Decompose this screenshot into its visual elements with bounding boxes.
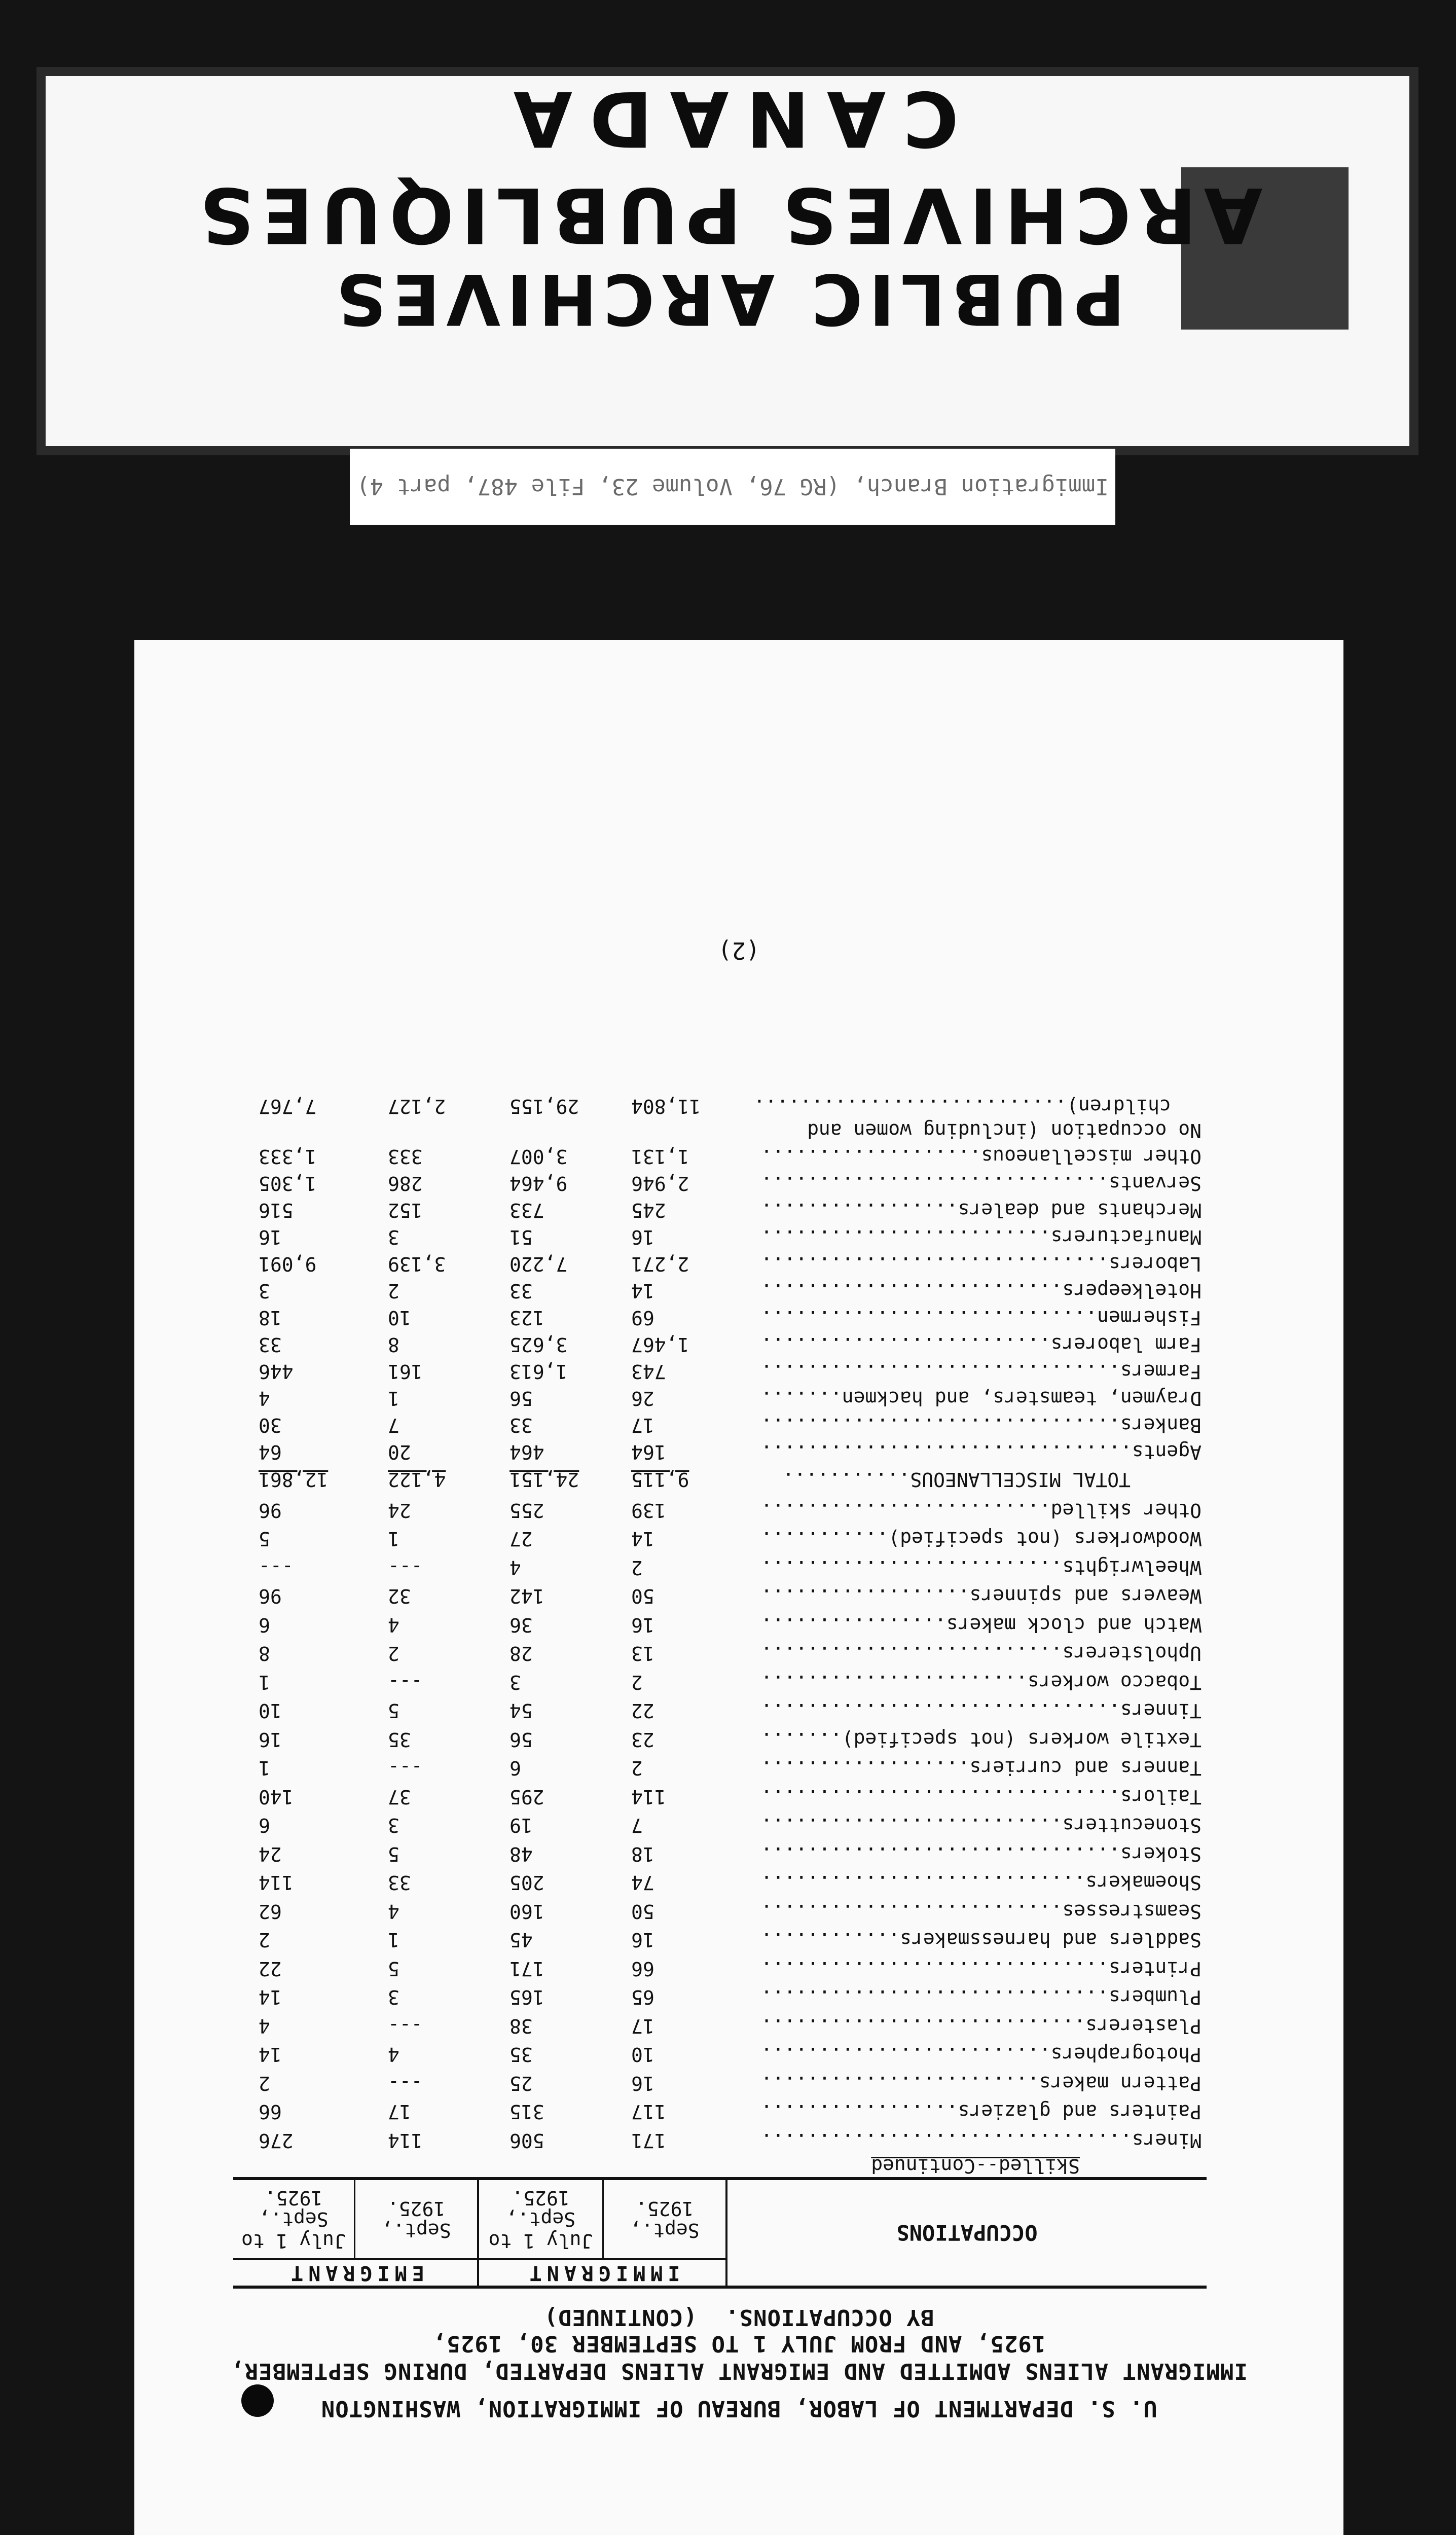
value-emi-july: 5 xyxy=(259,1528,270,1550)
value-emi-sept: --- xyxy=(388,1757,423,1780)
value-emi-july: 16 xyxy=(259,1226,282,1248)
emigrant-sept-header: Sept., 1925. xyxy=(354,2180,477,2258)
row-label: Merchants and dealers................. xyxy=(760,1199,1202,1221)
row-label: Pattern makers........................ xyxy=(760,2072,1202,2094)
value-imm-july: 19 xyxy=(509,1814,533,1837)
value-emi-july: 9,091 xyxy=(259,1253,317,1275)
row-label: Watch and clock makers................ xyxy=(760,1614,1202,1636)
value-emi-july: 64 xyxy=(259,1441,282,1463)
value-emi-july: 114 xyxy=(259,1871,294,1894)
row-label: Printers.............................. xyxy=(760,1958,1202,1980)
table-row xyxy=(223,1870,1202,1894)
value-emi-july: 22 xyxy=(259,1958,282,1980)
value-emi-sept: 3 xyxy=(388,1226,399,1248)
row-label: Bankers............................... xyxy=(760,1414,1202,1436)
immigrant-group-header: IMMIGRANT xyxy=(477,2258,725,2286)
value-imm-sept: 2,946 xyxy=(631,1172,689,1194)
value-emi-sept: 5 xyxy=(388,1699,399,1722)
value-emi-july: 4 xyxy=(259,2015,270,2037)
table-row xyxy=(223,1224,1202,1248)
row-label: Laborers.............................. xyxy=(760,1253,1202,1275)
value-imm-july: 205 xyxy=(509,1871,544,1894)
value-emi-sept: --- xyxy=(388,2072,423,2094)
table-row xyxy=(223,1784,1202,1808)
row-label: Shoemakers............................ xyxy=(760,1871,1202,1894)
value-emi-july: 96 xyxy=(259,1499,282,1522)
value-imm-sept: 23 xyxy=(631,1728,654,1751)
value-emi-july: --- xyxy=(259,1556,294,1579)
value-imm-sept: 10 xyxy=(631,2043,654,2066)
value-imm-sept: 16 xyxy=(631,1614,654,1636)
table-row xyxy=(223,1641,1202,1665)
value-emi-sept: 7 xyxy=(388,1414,399,1436)
table-row xyxy=(223,1755,1202,1780)
value-emi-july: 62 xyxy=(259,1900,282,1923)
table-row xyxy=(223,1984,1202,2009)
value-emi-july: 24 xyxy=(259,1843,282,1865)
value-imm-july: 24,151 xyxy=(509,1468,579,1491)
value-emi-sept: 1 xyxy=(388,1528,399,1550)
value-emi-sept: --- xyxy=(388,2015,423,2037)
table-row xyxy=(223,1898,1202,1923)
archive-title-en: PUBLIC ARCHIVES xyxy=(330,258,1125,340)
value-emi-july: 6 xyxy=(259,1814,270,1837)
row-label: Tailors............................... xyxy=(760,1786,1202,1808)
row-label: Stokers............................... xyxy=(760,1843,1202,1865)
report-title-line2: 1925, AND FROM JULY 1 TO SEPTEMBER 30, 1925, xyxy=(432,2331,1046,2357)
value-emi-july: 30 xyxy=(259,1414,282,1436)
value-imm-july: 7,220 xyxy=(509,1253,568,1275)
value-emi-sept: 5 xyxy=(388,1843,399,1865)
value-emi-sept: 3 xyxy=(388,1814,399,1837)
row-label: Woodworkers (not specified)........... xyxy=(760,1528,1202,1550)
table-row xyxy=(223,1554,1202,1579)
value-imm-sept: 2 xyxy=(631,1671,643,1693)
value-emi-july: 140 xyxy=(259,1786,294,1808)
value-emi-sept: 3,139 xyxy=(388,1253,446,1275)
page-number: (2) xyxy=(717,937,760,964)
value-imm-sept: 13 xyxy=(631,1642,654,1665)
value-imm-july: 56 xyxy=(509,1387,533,1409)
row-label: Plasterers............................ xyxy=(760,2015,1202,2037)
row-label: Weavers and spinners.................. xyxy=(760,1585,1202,1608)
immigrant-july-sept-header: July 1 to Sept., 1925. xyxy=(477,2180,602,2258)
value-imm-july: 315 xyxy=(509,2101,544,2123)
value-imm-july: 255 xyxy=(509,1499,544,1522)
reference-slip xyxy=(350,449,1115,525)
value-imm-july: 165 xyxy=(509,1986,544,2009)
table-row xyxy=(223,1612,1202,1636)
table-column-header xyxy=(233,2177,1207,2289)
row-label: Plumbers.............................. xyxy=(760,1986,1202,2009)
table-row xyxy=(223,1170,1202,1194)
value-imm-sept: 743 xyxy=(631,1360,666,1383)
skilled-continued-label: Skilled--Continued xyxy=(871,2155,1080,2177)
row-label: Miners................................ xyxy=(760,2129,1202,2152)
row-label: Manufacturers......................... xyxy=(760,1226,1202,1248)
value-imm-sept: 9,115 xyxy=(631,1468,689,1491)
value-imm-sept: 117 xyxy=(631,2101,666,2123)
table-row xyxy=(223,1726,1202,1751)
row-label: Wheelwrights.......................... xyxy=(760,1556,1202,1579)
value-imm-july: 33 xyxy=(509,1414,533,1436)
report-title-line1: IMMIGRANT ALIENS ADMITTED AND EMIGRANT ALIENS DEPARTED, DURING SEPTEMBER, xyxy=(230,2358,1248,2384)
table-row xyxy=(223,1305,1202,1329)
value-imm-sept: 7 xyxy=(631,1814,643,1837)
archive-header-card xyxy=(46,76,1409,446)
table-row xyxy=(223,1583,1202,1608)
value-imm-july: 33 xyxy=(509,1280,533,1302)
value-emi-sept: 20 xyxy=(388,1441,411,1463)
value-emi-july: 12,861 xyxy=(259,1468,329,1491)
value-emi-july: 10 xyxy=(259,1699,282,1722)
table-row xyxy=(223,1358,1202,1383)
value-emi-july: 16 xyxy=(259,1728,282,1751)
total-miscellaneous-row xyxy=(223,1466,1202,1491)
row-label: Painters and glaziers................. xyxy=(760,2101,1202,2123)
value-imm-july: 56 xyxy=(509,1728,533,1751)
table-row xyxy=(223,1331,1202,1356)
value-imm-sept: 22 xyxy=(631,1699,654,1722)
table-row xyxy=(223,1497,1202,1522)
value-emi-sept: 333 xyxy=(388,1145,423,1168)
value-emi-sept: 2 xyxy=(388,1280,399,1302)
table-row xyxy=(223,1412,1202,1436)
table-row xyxy=(223,1698,1202,1722)
value-imm-sept: 14 xyxy=(631,1280,654,1302)
value-imm-sept: 245 xyxy=(631,1199,666,1221)
archive-title-fr: ARCHIVES PUBLIQUES xyxy=(192,170,1263,259)
table-row xyxy=(223,1955,1202,1980)
value-emi-sept: 286 xyxy=(388,1172,423,1194)
table-row xyxy=(223,2042,1202,2066)
value-imm-july: 35 xyxy=(509,2043,533,2066)
value-imm-july: 733 xyxy=(509,1199,544,1221)
value-emi-sept: --- xyxy=(388,1671,423,1693)
value-imm-july: 27 xyxy=(509,1528,533,1550)
table-row xyxy=(223,1669,1202,1693)
value-emi-july: 2 xyxy=(259,2072,270,2094)
table-row xyxy=(223,1251,1202,1275)
value-imm-sept: 16 xyxy=(631,1929,654,1951)
value-emi-july: 1 xyxy=(259,1757,270,1780)
value-imm-sept: 66 xyxy=(631,1958,654,1980)
row-label: Other miscellaneous................... xyxy=(760,1145,1202,1168)
value-imm-sept: 2,271 xyxy=(631,1253,689,1275)
value-emi-sept: 2,127 xyxy=(388,1095,446,1117)
value-imm-july: 142 xyxy=(509,1585,544,1608)
value-emi-sept: 4 xyxy=(388,1614,399,1636)
value-imm-july: 123 xyxy=(509,1307,544,1329)
value-imm-sept: 1,131 xyxy=(631,1145,689,1168)
table-row xyxy=(223,1143,1202,1168)
table-row xyxy=(223,1197,1202,1221)
value-imm-sept: 74 xyxy=(631,1871,654,1894)
value-emi-sept: 32 xyxy=(388,1585,411,1608)
value-imm-july: 51 xyxy=(509,1226,533,1248)
value-imm-july: 4 xyxy=(509,1556,521,1579)
value-imm-sept: 16 xyxy=(631,2072,654,2094)
value-imm-july: 160 xyxy=(509,1900,544,1923)
table-row xyxy=(223,1927,1202,1951)
value-imm-sept: 2 xyxy=(631,1556,643,1579)
value-imm-july: 45 xyxy=(509,1929,533,1951)
value-imm-july: 506 xyxy=(509,2129,544,2152)
value-imm-july: 48 xyxy=(509,1843,533,1865)
row-label: Textile workers (not specified)....... xyxy=(760,1728,1202,1751)
row-label: Hotelkeepers.......................... xyxy=(760,1280,1202,1302)
value-emi-july: 276 xyxy=(259,2129,294,2152)
table-row xyxy=(223,2127,1202,2152)
value-imm-sept: 11,804 xyxy=(631,1095,701,1117)
archive-country: CANADA xyxy=(496,74,959,162)
table-row xyxy=(223,1526,1202,1550)
report-title-line3: BY OCCUPATIONS. (CONTINUED) xyxy=(543,2304,934,2330)
table-row xyxy=(223,1385,1202,1409)
value-emi-sept: 8 xyxy=(388,1333,399,1356)
value-emi-sept: 4 xyxy=(388,2043,399,2066)
value-emi-sept: 4,122 xyxy=(388,1468,446,1491)
value-emi-sept: 114 xyxy=(388,2129,423,2152)
value-emi-july: 14 xyxy=(259,1986,282,2009)
table-row xyxy=(223,2070,1202,2094)
value-emi-july: 2 xyxy=(259,1929,270,1951)
value-imm-sept: 14 xyxy=(631,1528,654,1550)
value-emi-july: 446 xyxy=(259,1360,294,1383)
value-imm-july: 295 xyxy=(509,1786,544,1808)
department-heading: U. S. DEPARTMENT OF LABOR, BUREAU OF IMMIGRATION, WASHINGTON xyxy=(320,2396,1157,2421)
value-imm-sept: 18 xyxy=(631,1843,654,1865)
value-emi-july: 7,767 xyxy=(259,1095,317,1117)
value-imm-sept: 16 xyxy=(631,1226,654,1248)
document-page xyxy=(134,640,1343,2535)
value-emi-july: 14 xyxy=(259,2043,282,2066)
row-label: Stonecutters.......................... xyxy=(760,1814,1202,1837)
row-label: Upholsterers.......................... xyxy=(760,1642,1202,1665)
row-label: Farm laborers......................... xyxy=(760,1333,1202,1356)
value-imm-sept: 164 xyxy=(631,1441,666,1463)
value-imm-july: 3,625 xyxy=(509,1333,568,1356)
value-imm-july: 29,155 xyxy=(509,1095,579,1117)
value-imm-sept: 1,467 xyxy=(631,1333,689,1356)
row-label: No occupation (including women and xyxy=(807,1119,1202,1142)
value-emi-sept: 1 xyxy=(388,1387,399,1409)
value-imm-sept: 69 xyxy=(631,1307,654,1329)
value-imm-july: 464 xyxy=(509,1441,544,1463)
value-emi-july: 33 xyxy=(259,1333,282,1356)
row-label: Farmers............................... xyxy=(760,1360,1202,1383)
value-imm-july: 1,613 xyxy=(509,1360,568,1383)
value-imm-july: 54 xyxy=(509,1699,533,1722)
emigrant-july-sept-header: July 1 to Sept., 1925. xyxy=(241,2186,346,2252)
value-imm-sept: 171 xyxy=(631,2129,666,2152)
value-emi-sept: 152 xyxy=(388,1199,423,1221)
value-emi-july: 18 xyxy=(259,1307,282,1329)
value-imm-july: 36 xyxy=(509,1614,533,1636)
value-emi-july: 1,333 xyxy=(259,1145,317,1168)
value-imm-sept: 17 xyxy=(631,1414,654,1436)
value-emi-sept: 10 xyxy=(388,1307,411,1329)
value-emi-sept: 3 xyxy=(388,1986,399,2009)
row-label: Tobacco workers....................... xyxy=(760,1671,1202,1693)
row-label: TOTAL MISCELLANEOUS........... xyxy=(782,1468,1131,1491)
value-imm-sept: 50 xyxy=(631,1900,654,1923)
value-emi-july: 516 xyxy=(259,1199,294,1221)
value-emi-july: 66 xyxy=(259,2101,282,2123)
row-label: Agents................................ xyxy=(760,1441,1202,1463)
table-row xyxy=(223,1813,1202,1837)
immigrant-sept-header: Sept., 1925. xyxy=(602,2180,725,2258)
row-label: Tinners............................... xyxy=(760,1699,1202,1722)
no-occupation-row-cont xyxy=(223,1093,1202,1117)
value-imm-july: 9,464 xyxy=(509,1172,568,1194)
value-emi-july: 1,305 xyxy=(259,1172,317,1194)
value-imm-july: 25 xyxy=(509,2072,533,2094)
value-imm-july: 171 xyxy=(509,1958,544,1980)
value-emi-sept: 24 xyxy=(388,1499,411,1522)
value-emi-july: 6 xyxy=(259,1614,270,1636)
emigrant-group-header: EMIGRANT xyxy=(233,2258,477,2286)
value-emi-sept: 5 xyxy=(388,1958,399,1980)
row-label: Servants.............................. xyxy=(760,1172,1202,1194)
value-emi-sept: 4 xyxy=(388,1900,399,1923)
table-row xyxy=(223,1841,1202,1865)
row-label: Draymen, teamsters, and hackmen....... xyxy=(760,1387,1202,1409)
value-emi-july: 4 xyxy=(259,1387,270,1409)
value-imm-july: 38 xyxy=(509,2015,533,2037)
row-label: Other skilled......................... xyxy=(760,1499,1202,1522)
value-emi-sept: 35 xyxy=(388,1728,411,1751)
value-emi-sept: 17 xyxy=(388,2101,411,2123)
table-row xyxy=(223,1439,1202,1463)
value-imm-sept: 50 xyxy=(631,1585,654,1608)
row-label: Tanners and curriers.................. xyxy=(760,1757,1202,1780)
row-label: Saddlers and harnessmakers............ xyxy=(760,1929,1202,1951)
value-imm-july: 3,007 xyxy=(509,1145,568,1168)
row-label: Seamstresses.......................... xyxy=(760,1900,1202,1923)
value-imm-july: 3 xyxy=(509,1671,521,1693)
value-emi-july: 1 xyxy=(259,1671,270,1693)
table-row xyxy=(223,2013,1202,2037)
value-imm-sept: 139 xyxy=(631,1499,666,1522)
value-emi-july: 96 xyxy=(259,1585,282,1608)
value-emi-sept: 37 xyxy=(388,1786,411,1808)
value-imm-july: 28 xyxy=(509,1642,533,1665)
table-row xyxy=(223,2099,1202,2123)
value-emi-july: 3 xyxy=(259,1280,270,1302)
reference-text: Immigration Branch, (RG 76, Volume 23, File 487, part 4) xyxy=(356,474,1109,500)
value-imm-sept: 65 xyxy=(631,1986,654,2009)
value-imm-sept: 17 xyxy=(631,2015,654,2037)
table-row xyxy=(223,1278,1202,1302)
no-occupation-row xyxy=(223,1117,1202,1142)
row-label: children)........................... xyxy=(753,1095,1171,1117)
row-label: Photographers......................... xyxy=(760,2043,1202,2066)
value-emi-sept: --- xyxy=(388,1556,423,1579)
value-imm-july: 6 xyxy=(509,1757,521,1780)
occupations-header: OCCUPATIONS xyxy=(725,2180,1207,2286)
value-imm-sept: 2 xyxy=(631,1757,643,1780)
value-emi-sept: 2 xyxy=(388,1642,399,1665)
value-emi-sept: 33 xyxy=(388,1871,411,1894)
value-imm-sept: 26 xyxy=(631,1387,654,1409)
value-emi-july: 8 xyxy=(259,1642,270,1665)
value-emi-sept: 1 xyxy=(388,1929,399,1951)
row-label: Fishermen............................. xyxy=(760,1307,1202,1329)
value-emi-sept: 161 xyxy=(388,1360,423,1383)
value-imm-sept: 114 xyxy=(631,1786,666,1808)
